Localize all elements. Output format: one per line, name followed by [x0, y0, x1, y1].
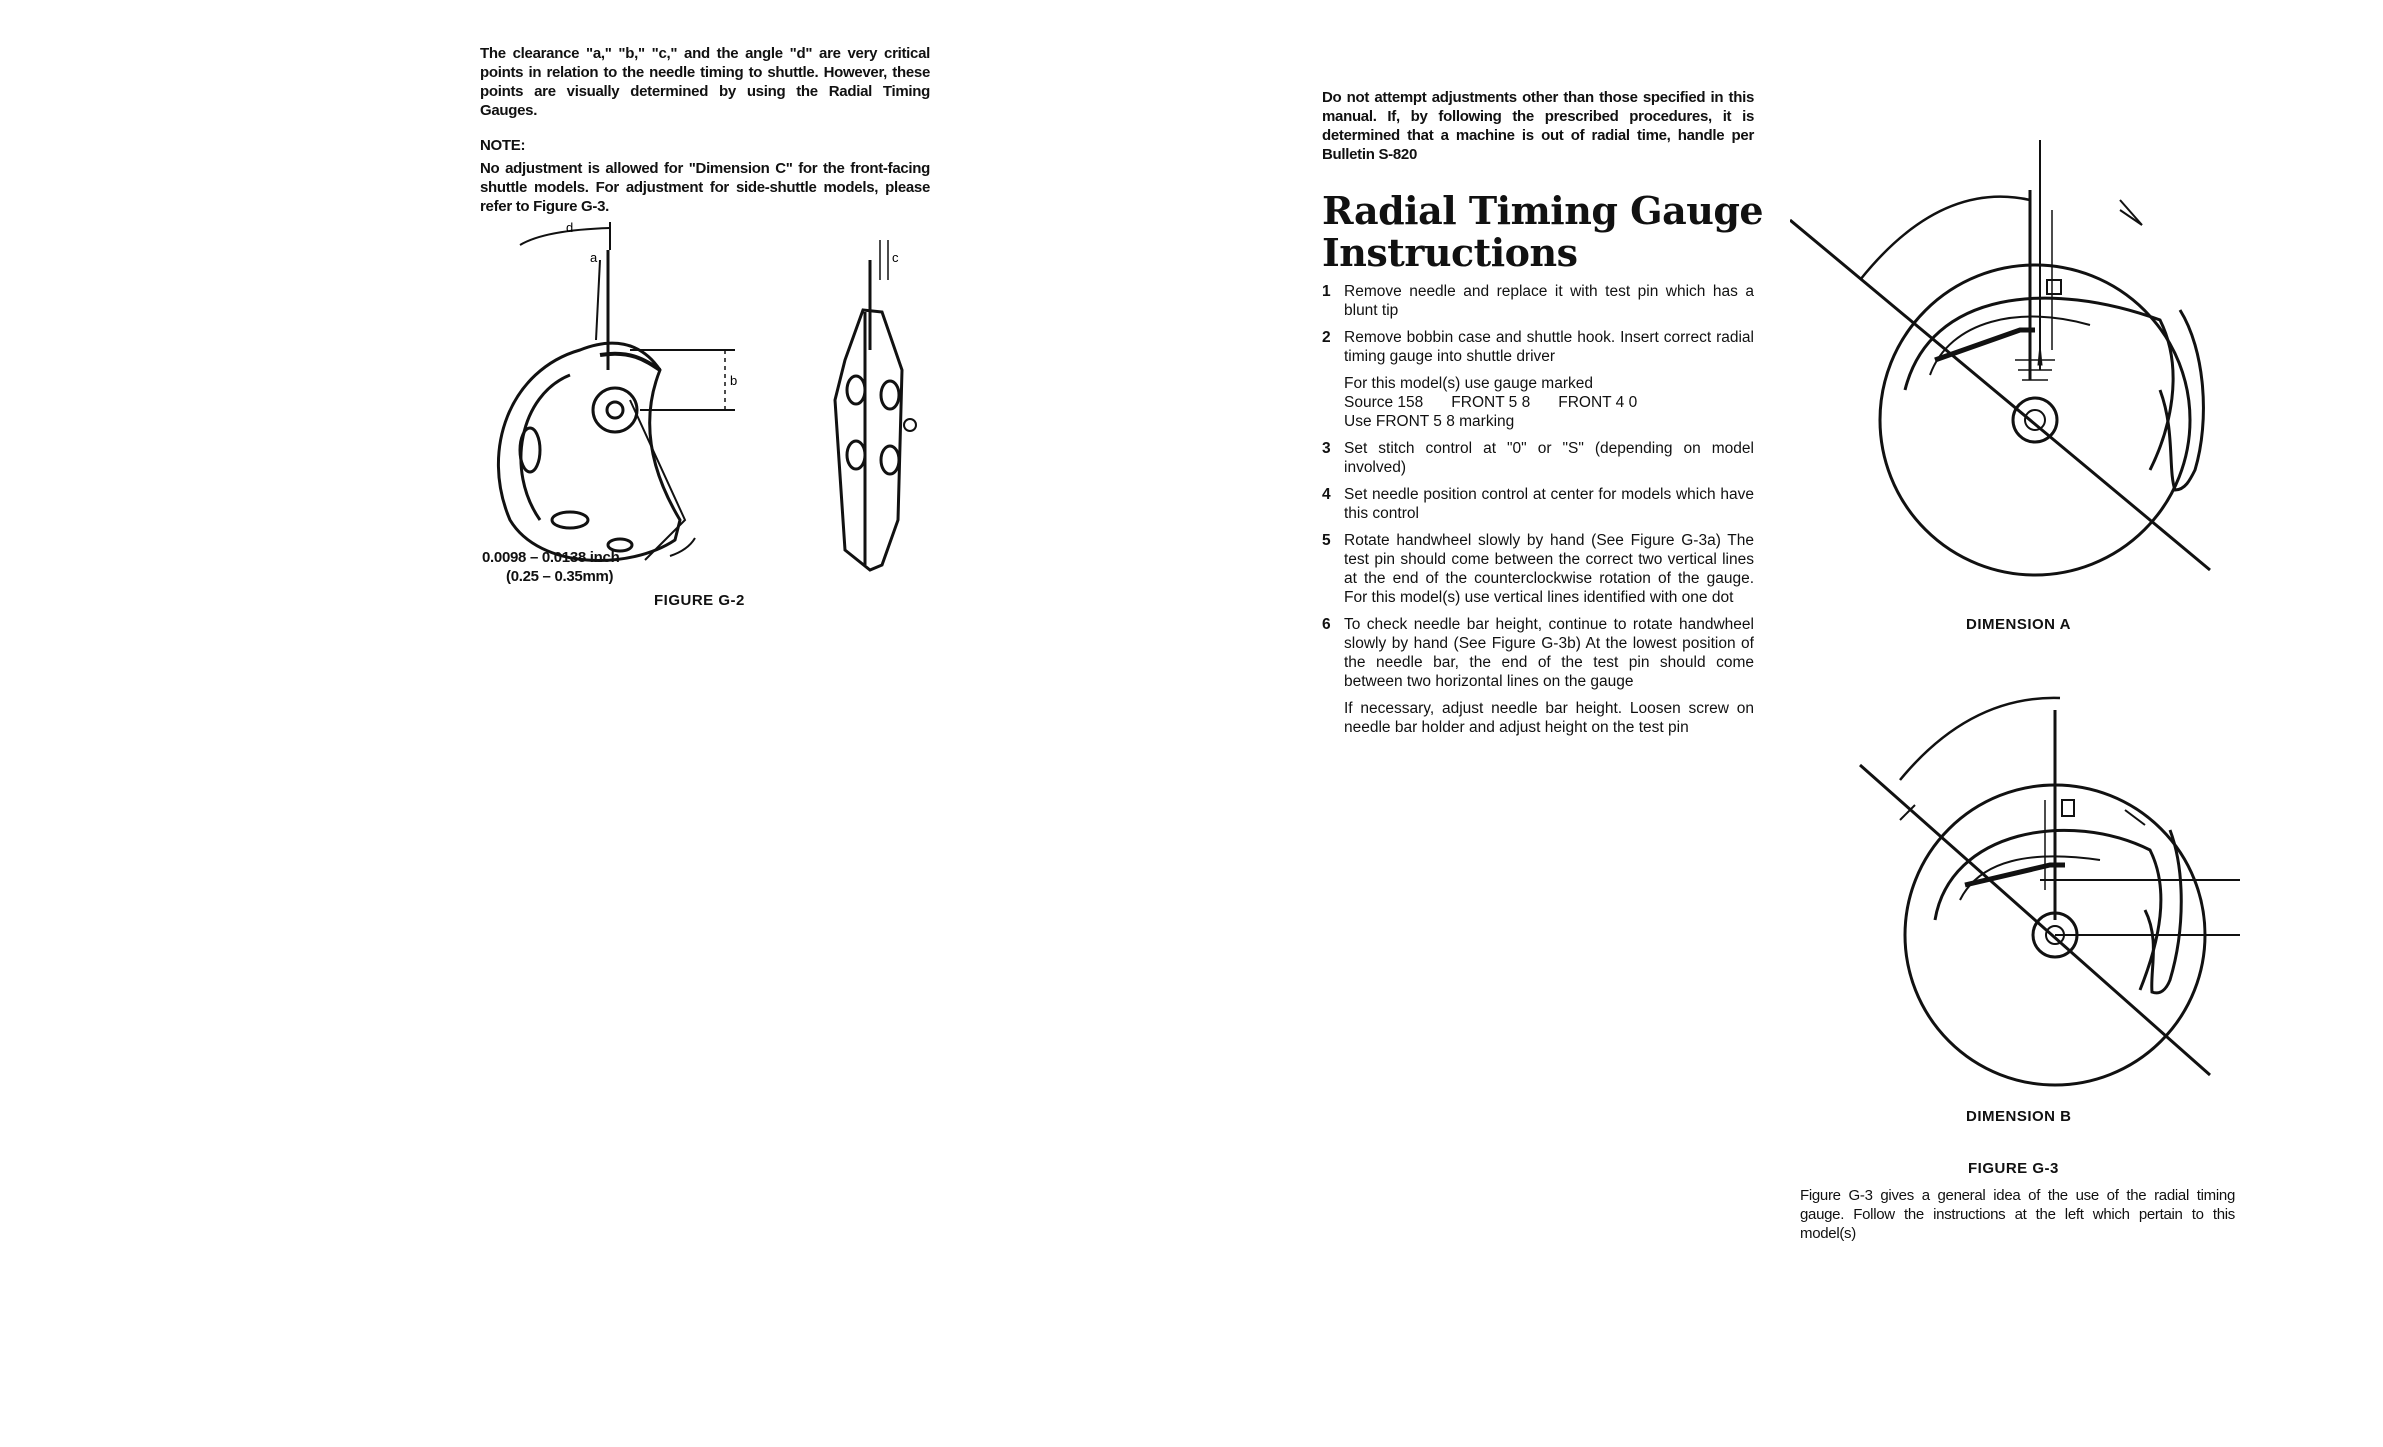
step-text: Set stitch control at "0" or "S" (depending on model involved) — [1344, 440, 1754, 476]
source-row — [1344, 393, 1754, 412]
step-number: 4 — [1322, 486, 1331, 503]
intro-paragraph — [480, 44, 930, 120]
warning-paragraph — [1322, 88, 1754, 164]
instructions-list — [1322, 282, 1754, 745]
step-text: Remove needle and replace it with test pin which has a blunt tip — [1344, 283, 1754, 319]
use-marking: Use FRONT 5 8 marking — [1344, 413, 1515, 430]
warning-text: Do not attempt adjustments other than those specified in this manual. If, by following the prescribed procedures, it is determined that a machine is out of radial time, handle per Bulletin S-820 — [1322, 89, 1754, 163]
note-block — [480, 136, 930, 216]
dimension-b-drawing — [1840, 690, 2260, 1090]
title-line-1: Radial Timing Gauge — [1322, 188, 1764, 233]
step-number: 2 — [1322, 329, 1331, 346]
dimension-inch: 0.0098 – 0.0138 inch — [482, 549, 620, 566]
step-number: 3 — [1322, 440, 1331, 457]
callout-b: b — [730, 373, 738, 388]
page-title — [1322, 190, 1763, 274]
clearance-dimension-label — [482, 548, 619, 586]
step-text: Set needle position control at center for models which have this control — [1344, 486, 1754, 522]
step-6 — [1322, 615, 1754, 691]
callout-d: d — [566, 220, 574, 235]
gauge-marking-block — [1322, 374, 1754, 431]
dimension-a-caption: DIMENSION A — [1966, 616, 2071, 633]
source-label: Source 158 — [1344, 394, 1424, 411]
step-4 — [1322, 485, 1754, 523]
figure-g3-caption: FIGURE G-3 — [1968, 1160, 2059, 1177]
step-5 — [1322, 531, 1754, 607]
note-label: NOTE: — [480, 137, 526, 154]
figure-g3-text: Figure G-3 gives a general idea of the use of the radial timing gauge. Follow the instructions at the left which pertain to this model(s) — [1800, 1187, 2235, 1242]
callout-c: c — [892, 250, 899, 265]
figure-g3-description — [1800, 1186, 2235, 1243]
source-front-2: FRONT 4 0 — [1558, 394, 1638, 411]
figure-g2-drawing — [470, 220, 940, 580]
step-text: Remove bobbin case and shuttle hook. Insert correct radial timing gauge into shuttle driver — [1344, 329, 1754, 365]
dimension-mm: (0.25 – 0.35mm) — [506, 568, 614, 585]
step-3 — [1322, 439, 1754, 477]
dimension-a-drawing — [1790, 130, 2230, 590]
figure-g2-caption: FIGURE G-2 — [654, 592, 745, 609]
clearance-paragraph: The clearance "a," "b," "c," and the angle "d" are very critical points in relation to the needle timing to shuttle. However, these points are visually determined by using the Radial Timing Gauges. — [480, 45, 930, 119]
step-number: 6 — [1322, 616, 1331, 633]
step-text: To check needle bar height, continue to rotate handwheel slowly by hand (See Figure G-3b) At the lowest position of the needle bar, the end of the test pin should come between two horizontal lines on the gauge — [1344, 616, 1754, 690]
source-front-1: FRONT 5 8 — [1451, 394, 1531, 411]
step-2 — [1322, 328, 1754, 366]
step-text: Rotate handwheel slowly by hand (See Figure G-3a) The test pin should come between the correct two vertical lines at the end of the counterclockwise rotation of the gauge. For this model(s) use vertical lines identified with one dot — [1344, 532, 1754, 606]
note-text: No adjustment is allowed for "Dimension C" for the front-facing shuttle models. For adjustment for side-shuttle models, please refer to Figure G-3. — [480, 160, 930, 215]
step-number: 1 — [1322, 283, 1331, 300]
adjust-note: If necessary, adjust needle bar height. Loosen screw on needle bar holder and adjust height on the test pin — [1344, 700, 1754, 736]
callout-a: a — [590, 250, 598, 265]
step-1 — [1322, 282, 1754, 320]
step-number: 5 — [1322, 532, 1331, 549]
gauge-intro: For this model(s) use gauge marked — [1344, 375, 1593, 392]
dimension-b-caption: DIMENSION B — [1966, 1108, 2072, 1125]
title-line-2: Instructions — [1322, 230, 1578, 275]
